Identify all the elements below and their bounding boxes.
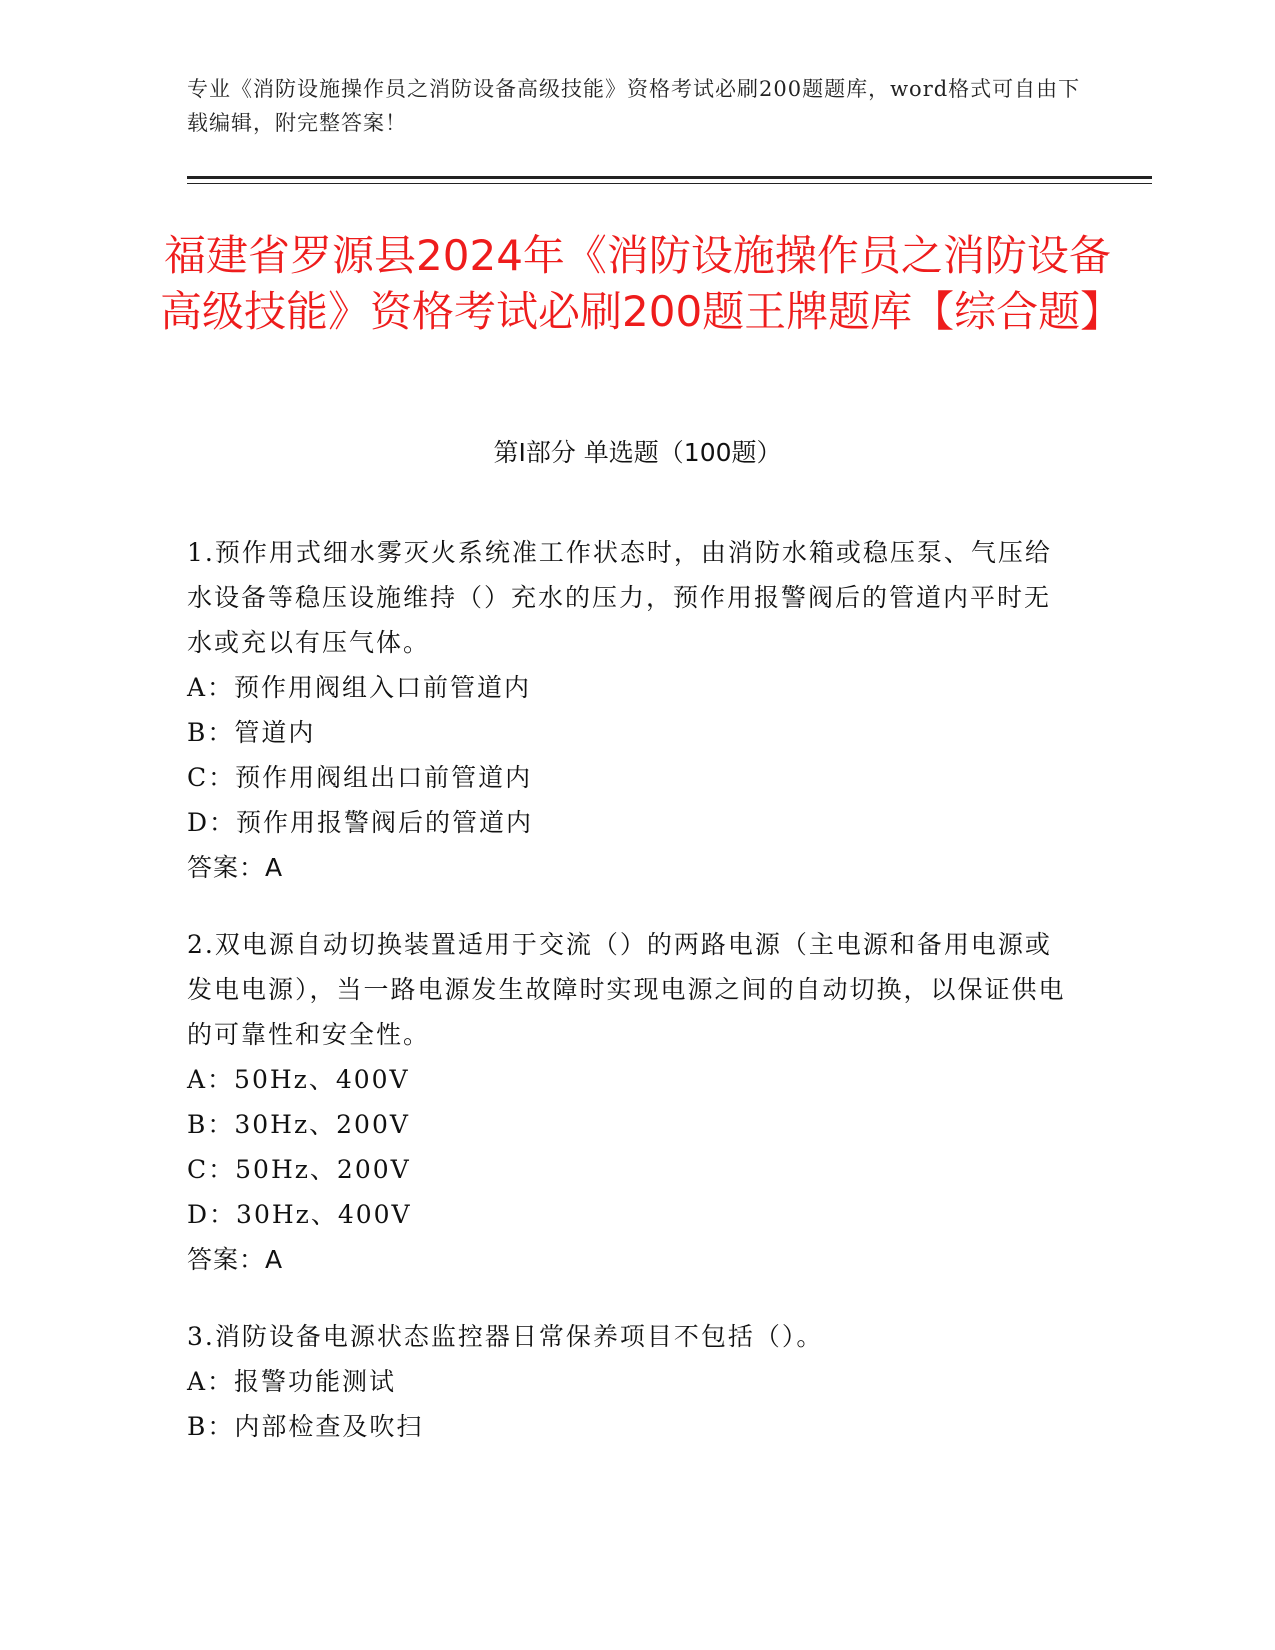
option-a: A：报警功能测试 [187, 1367, 397, 1396]
header-divider-thin [187, 183, 1152, 184]
answer: 答案：A [187, 853, 284, 882]
question-3 [187, 1314, 1067, 1449]
option-d: D：30Hz、400V [187, 1200, 412, 1229]
question-stem: 1.预作用式细水雾灭火系统准工作状态时，由消防水箱或稳压泵、气压给水设备等稳压设施维持（）充水的压力，预作用报警阀后的管道内平时无水或充以有压气体。 [187, 538, 1052, 657]
option-b: B：管道内 [187, 718, 316, 747]
section-title: 第I部分 单选题（100题） [493, 438, 782, 467]
question-stem: 2.双电源自动切换装置适用于交流（）的两路电源（主电源和备用电源或发电电源），当一路电源发生故障时实现电源之间的自动切换，以保证供电的可靠性和安全性。 [187, 930, 1066, 1049]
answer: 答案：A [187, 1245, 284, 1274]
option-c: C：预作用阀组出口前管道内 [187, 763, 533, 792]
option-b: B：内部检查及吹扫 [187, 1412, 424, 1441]
option-c: C：50Hz、200V [187, 1155, 411, 1184]
question-list [187, 530, 1067, 1481]
option-a: A：预作用阀组入口前管道内 [187, 673, 532, 702]
question-1 [187, 530, 1067, 890]
document-title: 福建省罗源县2024年《消防设施操作员之消防设备高级技能》资格考试必刷200题王牌题库【综合题】 [160, 231, 1123, 336]
header-divider-thick [187, 176, 1152, 179]
header-note: 专业《消防设施操作员之消防设备高级技能》资格考试必刷200题题库，word格式可自由下载编辑，附完整答案！ [187, 77, 1081, 135]
option-d: D：预作用报警阀后的管道内 [187, 808, 534, 837]
option-a: A：50Hz、400V [187, 1065, 410, 1094]
question-2 [187, 922, 1067, 1282]
option-b: B：30Hz、200V [187, 1110, 410, 1139]
question-stem: 3.消防设备电源状态监控器日常保养项目不包括（）。 [187, 1322, 824, 1351]
